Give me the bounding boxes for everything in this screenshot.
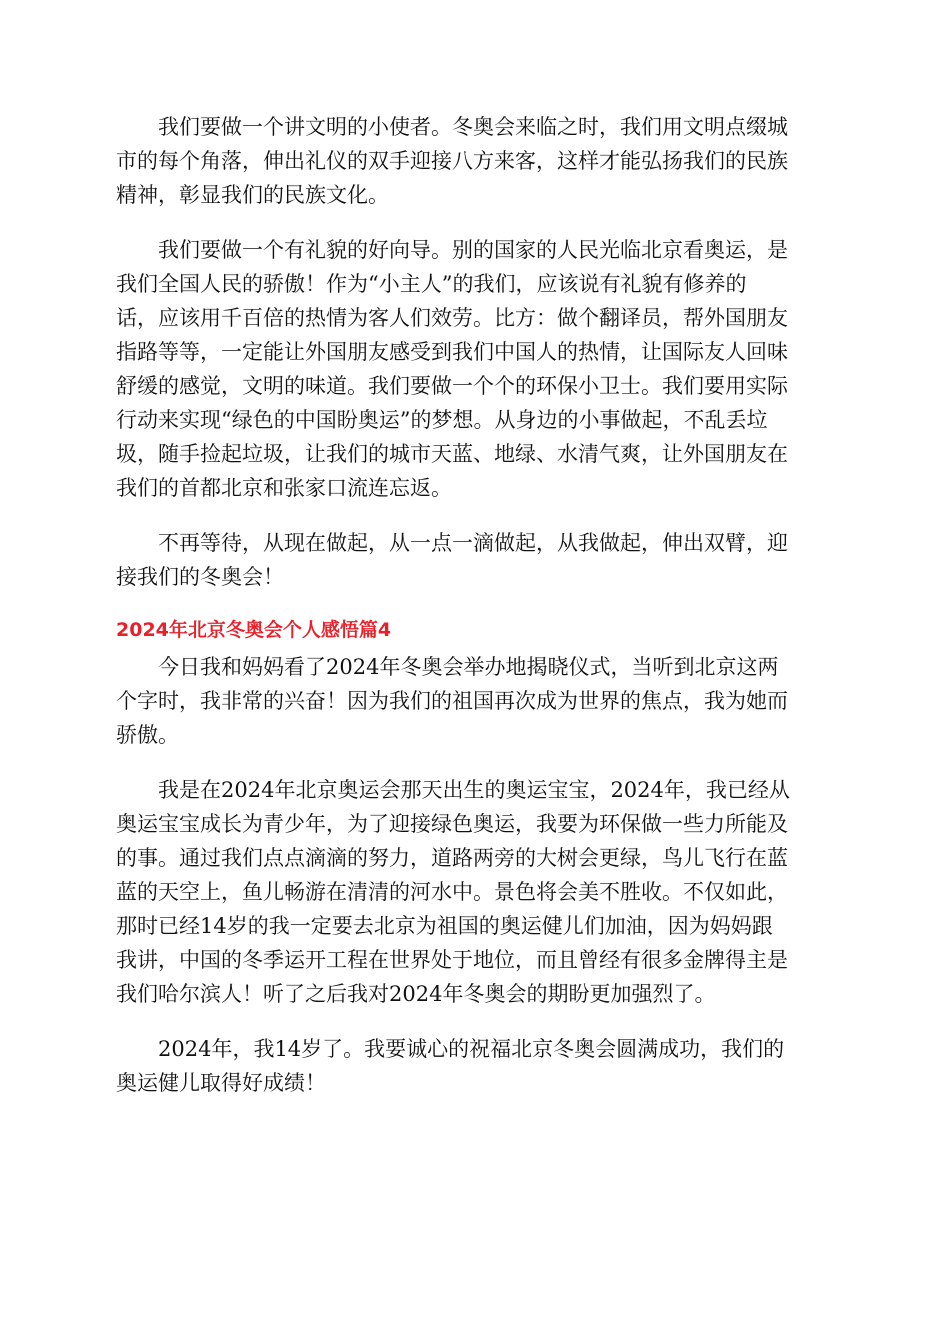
text-line: 我是在2024年北京奥运会那天出生的奥运宝宝，2024年，我已经从: [158, 778, 790, 802]
paragraph: [116, 1032, 836, 1100]
text-line: 我们的首都北京和张家口流连忘返。: [116, 476, 452, 500]
document-body: [116, 110, 836, 1121]
text-line: 奥运宝宝成长为青少年，为了迎接绿色奥运，我要为环保做一些力所能及: [116, 812, 788, 836]
text-line: 精神，彰显我们的民族文化。: [116, 183, 389, 207]
paragraph: [116, 650, 836, 752]
text-line: 个字时，我非常的兴奋！因为我们的祖国再次成为世界的焦点，我为她而: [116, 689, 788, 713]
text-line: 圾，随手捡起垃圾，让我们的城市天蓝、地绿、水清气爽，让外国朋友在: [116, 442, 788, 466]
text-line: 的事。通过我们点点滴滴的努力，道路两旁的大树会更绿，鸟儿飞行在蓝: [116, 846, 788, 870]
paragraph: [116, 110, 836, 212]
text-line: 骄傲。: [116, 723, 179, 747]
text-line: 今日我和妈妈看了2024年冬奥会举办地揭晓仪式，当听到北京这两: [158, 655, 779, 679]
text-line: 2024年，我14岁了。我要诚心的祝福北京冬奥会圆满成功，我们的: [158, 1037, 785, 1061]
text-line: 我们要做一个讲文明的小使者。冬奥会来临之时，我们用文明点缀城: [158, 115, 788, 139]
text-line: 我们全国人民的骄傲！作为“小主人”的我们，应该说有礼貌有修养的: [116, 272, 747, 296]
text-line: 蓝的天空上，鱼儿畅游在清清的河水中。景色将会美不胜收。不仅如此，: [116, 880, 788, 904]
paragraph: [116, 233, 836, 505]
text-line: 接我们的冬奥会！: [116, 565, 284, 589]
section-heading: 2024年北京冬奥会个人感悟篇4: [116, 619, 392, 641]
paragraph: [116, 773, 836, 1011]
text-line: 市的每个角落，伸出礼仪的双手迎接八方来客，这样才能弘扬我们的民族: [116, 149, 788, 173]
text-line: 行动来实现“绿色的中国盼奥运”的梦想。从身边的小事做起，不乱丢垃: [116, 408, 768, 432]
text-line: 舒缓的感觉，文明的味道。我们要做一个个的环保小卫士。我们要用实际: [116, 374, 788, 398]
text-line: 不再等待，从现在做起，从一点一滴做起，从我做起，伸出双臂，迎: [158, 531, 788, 555]
text-line: 我们哈尔滨人！听了之后我对2024年冬奥会的期盼更加强烈了。: [116, 982, 716, 1006]
text-line: 奥运健儿取得好成绩！: [116, 1071, 326, 1095]
text-line: 我讲，中国的冬季运开工程在世界处于地位，而且曾经有很多金牌得主是: [116, 948, 788, 972]
paragraph: [116, 526, 836, 594]
text-line: 我们要做一个有礼貌的好向导。别的国家的人民光临北京看奥运，是: [158, 238, 788, 262]
text-line: 话，应该用千百倍的热情为客人们效劳。比方：做个翻译员，帮外国朋友: [116, 306, 788, 330]
text-line: 指路等等，一定能让外国朋友感受到我们中国人的热情，让国际友人回味: [116, 340, 788, 364]
text-line: 那时已经14岁的我一定要去北京为祖国的奥运健儿们加油，因为妈妈跟: [116, 914, 773, 938]
